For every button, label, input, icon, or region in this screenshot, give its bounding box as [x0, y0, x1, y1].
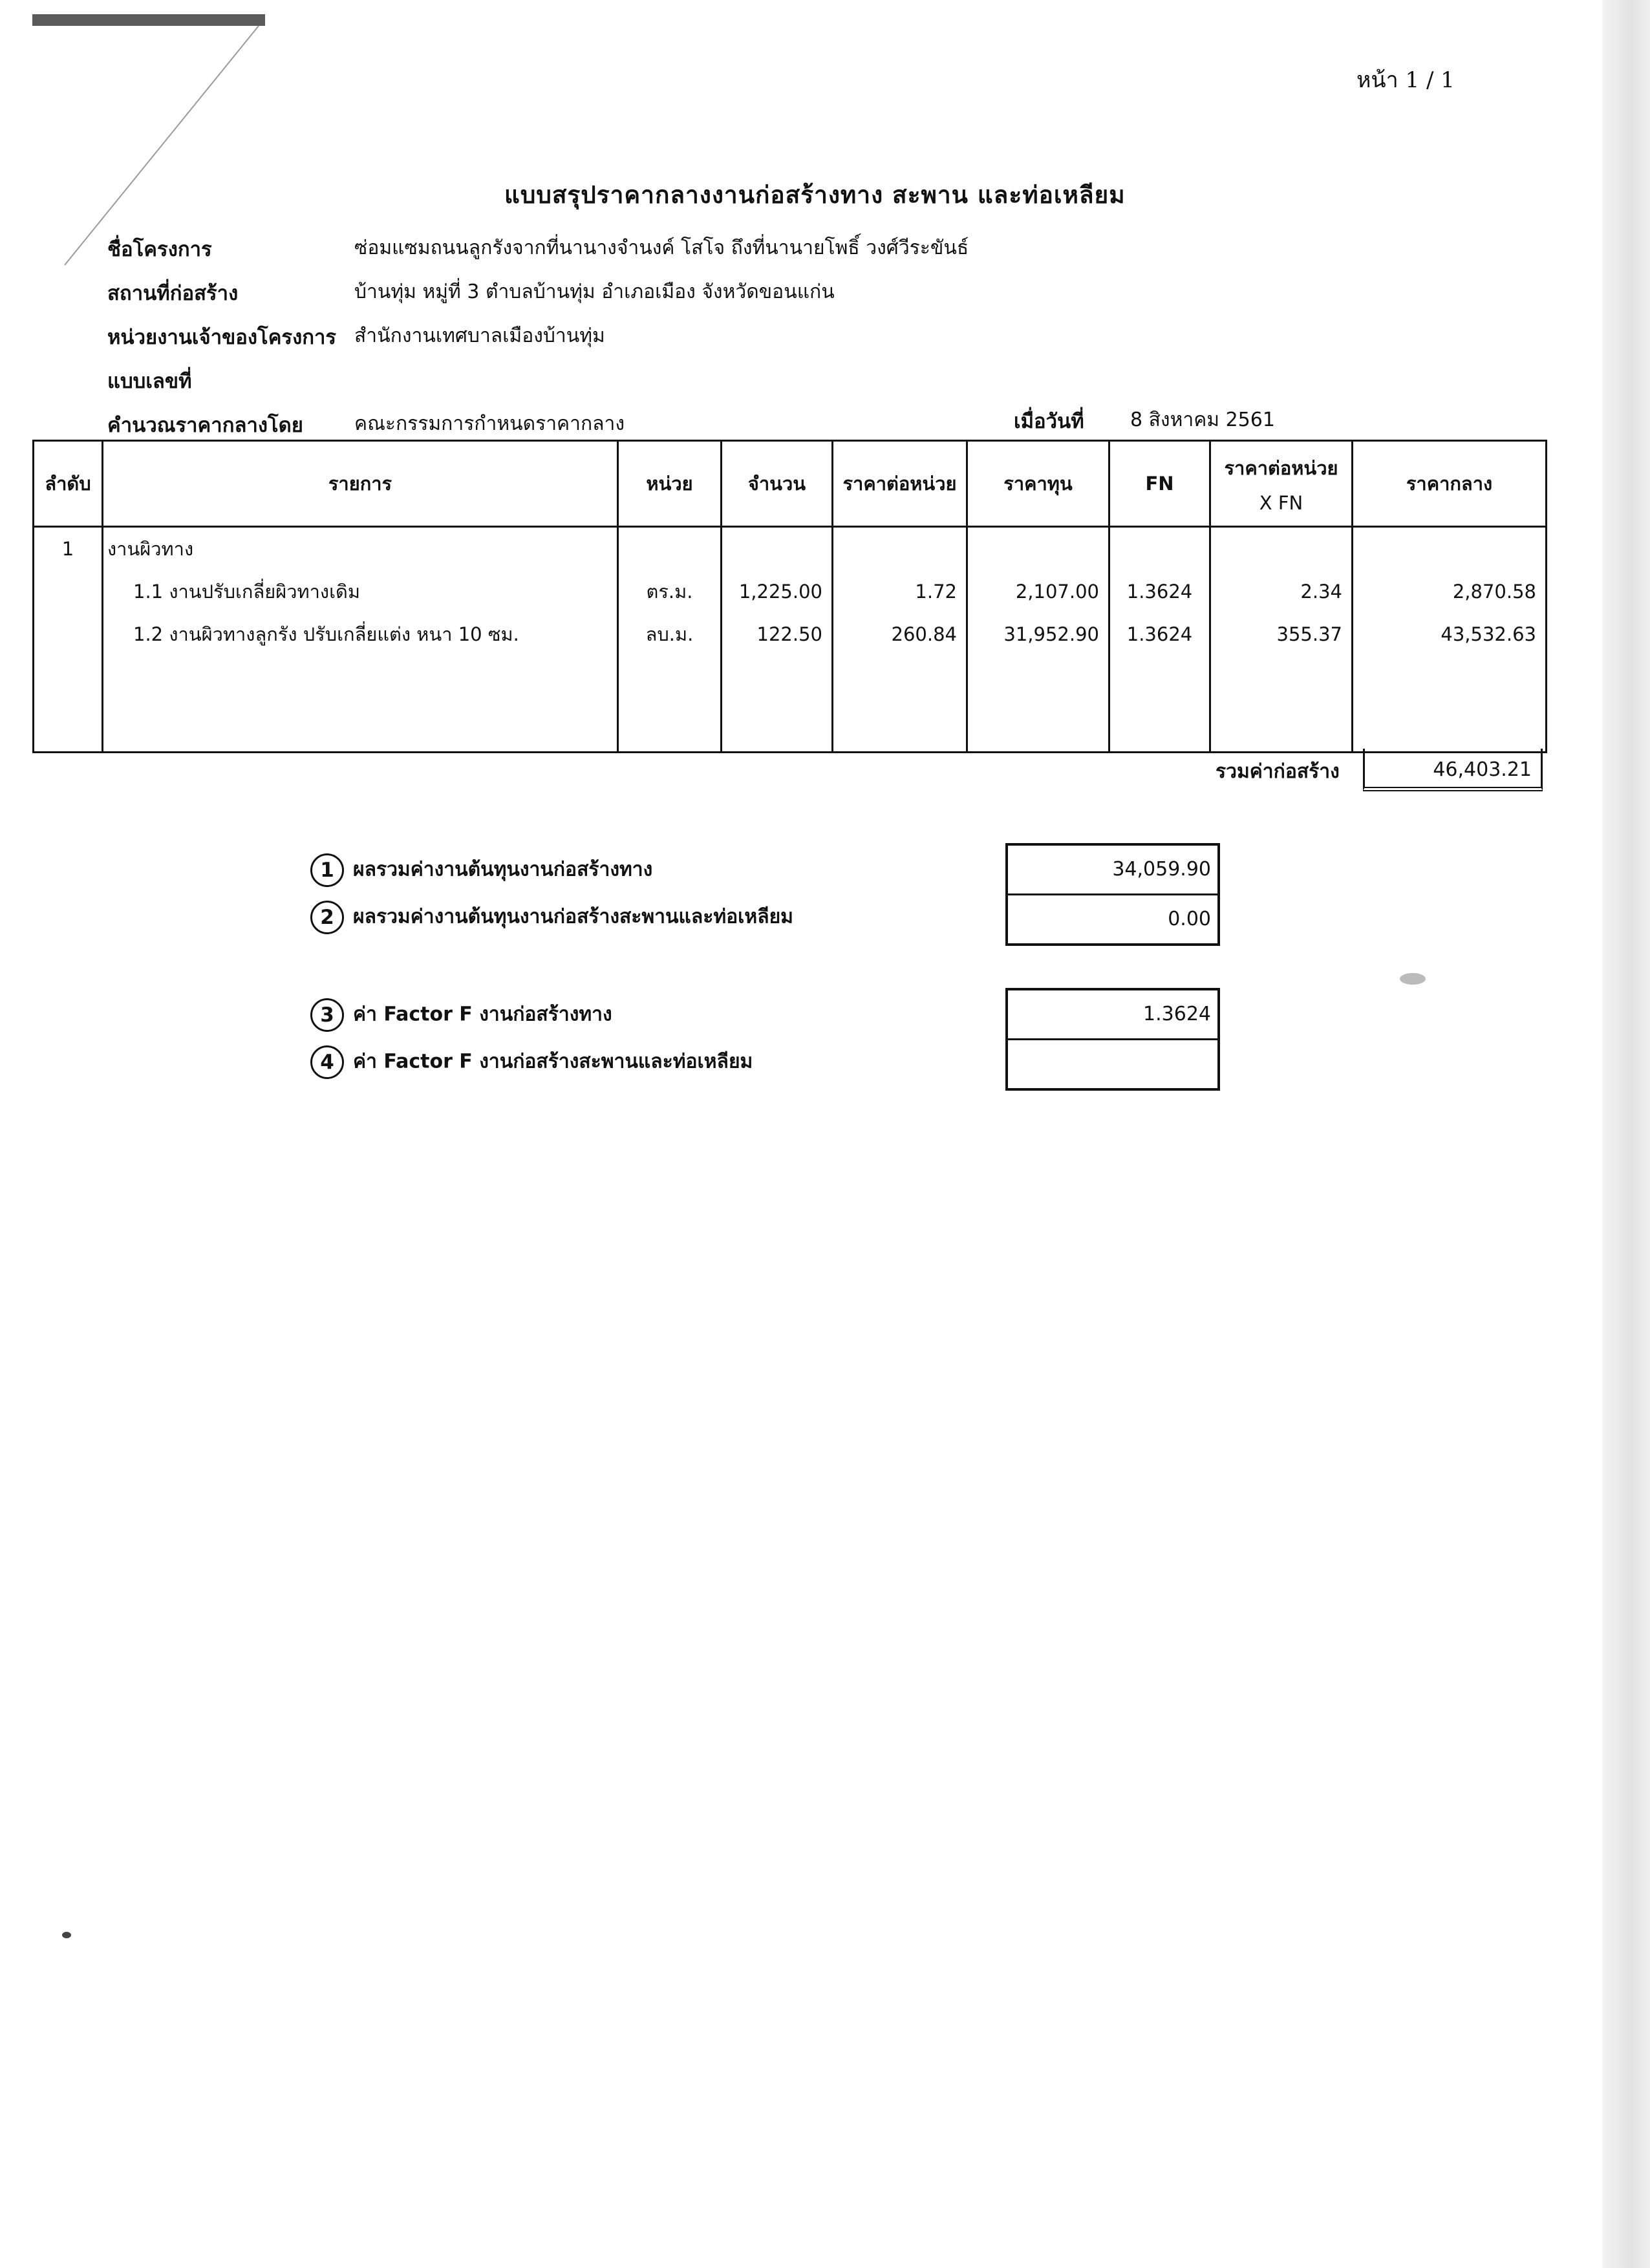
summary-item-3 — [310, 998, 612, 1032]
summary-value-2: 0.00 — [1008, 893, 1217, 943]
circled-number: 4 — [310, 1045, 344, 1079]
page-number: หน้า 1 / 1 — [1356, 67, 1455, 93]
row-median-price: 43,532.63 — [1353, 613, 1547, 656]
header-qty: จำนวน — [722, 441, 833, 527]
row-cost: 2,107.00 — [967, 570, 1109, 613]
total-value: 46,403.21 — [1363, 749, 1543, 791]
project-label: ชื่อโครงการ — [107, 238, 212, 261]
header-unit-price: ราคาต่อหน่วย — [833, 441, 967, 527]
drawing-number-label: แบบเลขที่ — [107, 370, 192, 393]
row-item: 1.1 งานปรับเกลี่ยผิวทางเดิม — [103, 570, 618, 613]
row-median-price: 2,870.58 — [1353, 570, 1547, 613]
row-fn: 1.3624 — [1109, 570, 1210, 613]
circled-number: 2 — [310, 901, 344, 934]
table-group-row — [34, 527, 1547, 571]
summary-value-1: 34,059.90 — [1112, 858, 1211, 881]
row-item: 1.2 งานผิวทางลูกรัง ปรับเกลี่ยแต่ง หนา 10 ซม. — [103, 613, 618, 656]
factor-box — [1005, 988, 1220, 1091]
summary-label: ผลรวมค่างานต้นทุนงานก่อสร้างทาง — [353, 858, 653, 881]
document-title: แบบสรุปราคากลางงานก่อสร้างทาง สะพาน และท่อเหลียม — [504, 181, 1126, 209]
summary-label: ค่า Factor F งานก่อสร้างสะพานและท่อเหลียม — [353, 1050, 753, 1073]
scan-edge — [1602, 0, 1650, 2268]
row-unit-price: 260.84 — [833, 613, 967, 656]
header-unit-price-fn — [1210, 441, 1353, 527]
calculated-by-label: คำนวณราคากลางโดย — [107, 414, 303, 437]
row-unit-price-fn: 2.34 — [1210, 570, 1353, 613]
owner-value: สำนักงานเทศบาลเมืองบ้านทุ่ม — [354, 325, 605, 347]
circled-number: 3 — [310, 998, 344, 1032]
header-seq: ลำดับ — [34, 441, 103, 527]
owner-label: หน่วยงานเจ้าของโครงการ — [107, 326, 337, 349]
header-fn: FN — [1109, 441, 1210, 527]
table-row — [34, 570, 1547, 613]
summary-item-1 — [310, 853, 652, 887]
project-value: ซ่อมแซมถนนลูกรังจากที่นานางจำนงค์ โสโจ ถึงที่นานายโพธิ์ วงศ์วีระขันธ์ — [354, 237, 969, 259]
total-label: รวมค่าก่อสร้าง — [1216, 760, 1340, 783]
row-unit: ตร.ม. — [618, 570, 722, 613]
location-label: สถานที่ก่อสร้าง — [107, 282, 239, 305]
circled-number: 1 — [310, 853, 344, 887]
cost-summary-box — [1005, 843, 1220, 946]
summary-value-4 — [1008, 1038, 1217, 1088]
date-label: เมื่อวันที่ — [1014, 410, 1084, 433]
row-cost: 31,952.90 — [967, 613, 1109, 656]
summary-item-2 — [310, 901, 793, 934]
cost-table — [32, 440, 1547, 753]
scan-speck — [62, 1932, 71, 1938]
header-cost: ราคาทุน — [967, 441, 1109, 527]
header-unit-price-fn-line1: ราคาต่อหน่วย — [1224, 457, 1338, 479]
date-value: 8 สิงหาคม 2561 — [1130, 409, 1275, 431]
header-unit: หน่วย — [618, 441, 722, 527]
summary-label: ค่า Factor F งานก่อสร้างทาง — [353, 1003, 612, 1026]
group-seq: 1 — [34, 527, 103, 571]
table-row — [34, 613, 1547, 656]
summary-label: ผลรวมค่างานต้นทุนงานก่อสร้างสะพานและท่อเหลียม — [353, 905, 793, 928]
summary-item-4 — [310, 1045, 753, 1079]
header-item: รายการ — [103, 441, 618, 527]
table-header-row — [34, 441, 1547, 527]
table-empty-row — [34, 656, 1547, 753]
summary-value-3: 1.3624 — [1143, 1003, 1211, 1025]
row-fn: 1.3624 — [1109, 613, 1210, 656]
group-name: งานผิวทาง — [103, 527, 618, 571]
header-median-price: ราคากลาง — [1353, 441, 1547, 527]
location-value: บ้านทุ่ม หมู่ที่ 3 ตำบลบ้านทุ่ม อำเภอเมือง จังหวัดขอนแก่น — [354, 281, 835, 303]
row-qty: 1,225.00 — [722, 570, 833, 613]
row-unit: ลบ.ม. — [618, 613, 722, 656]
row-unit-price: 1.72 — [833, 570, 967, 613]
row-qty: 122.50 — [722, 613, 833, 656]
row-unit-price-fn: 355.37 — [1210, 613, 1353, 656]
scan-smudge — [1400, 973, 1426, 985]
calculated-by-value: คณะกรรมการกำหนดราคากลาง — [354, 412, 625, 435]
header-unit-price-fn-line2: X FN — [1259, 492, 1303, 514]
